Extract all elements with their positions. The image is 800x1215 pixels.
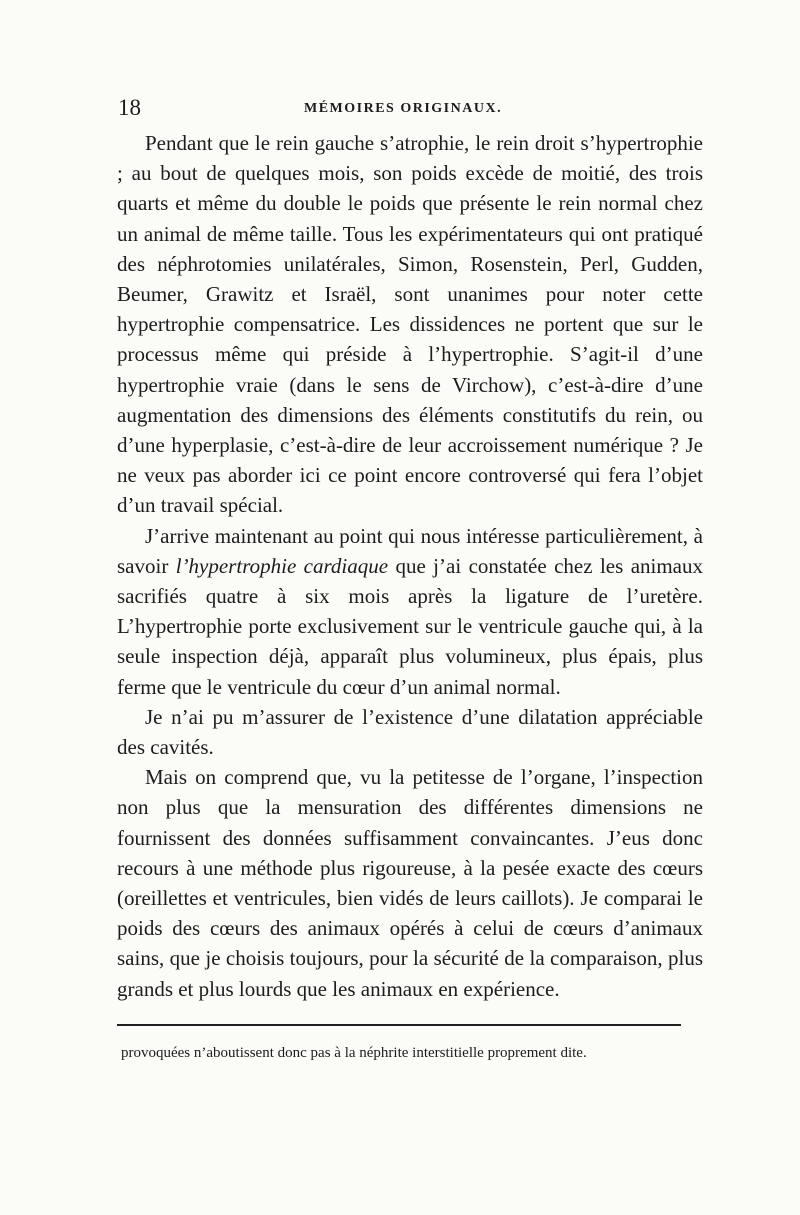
main-text bbox=[117, 128, 703, 1004]
footnote-text: provoquées n’aboutissent donc pas à la néphrite interstitielle proprement dite. bbox=[121, 1045, 587, 1061]
paragraph-cardiac-after-emphasis: que j’ai constatée chez les animaux sacrifiés quatre à six mois après la ligature de l’uretère. L’hypertrophie porte exclusivement sur le ventricule gauche qui, à la seule inspection déjà, apparaît plus volumineux, plus épais, plus ferme que le ventricule du cœur d’un animal normal. bbox=[117, 553, 704, 699]
footnote-divider bbox=[117, 1024, 681, 1026]
page-number: 18 bbox=[118, 95, 141, 120]
footnote bbox=[121, 1042, 697, 1064]
paragraph-weighing-method: Mais on comprend que, vu la petitesse de l’organe, l’inspection non plus que la mensuration des différentes dimensions ne fournissent des données suffisamment convaincantes. J’eus donc recours à une méthode plus rigoureuse, à la pesée exacte des cœurs (oreillettes et ventricules, bien vidés de leurs caillots). Je comparai le poids des cœurs des animaux opérés à celui de cœurs d’animaux sains, que je choisis toujours, pour la sécurité de la comparaison, plus grands et plus lourds que les animaux en expérience. bbox=[117, 765, 703, 1001]
paragraph-dilatation: Je n’ai pu m’assurer de l’existence d’une dilatation appréciable des cavités. bbox=[117, 704, 703, 760]
paragraph-kidney-hypertrophy: Pendant que le rein gauche s’atrophie, le rein droit s’hypertrophie ; au bout de quelques mois, son poids excède de moitié, des trois quarts et même du double le poids que présente le rein normal chez un animal de même taille. Tous les expérimentateurs qui ont pratiqué des néphrotomies unilatérales, Simon, Rosenstein, Perl, Gudden, Beumer, Grawitz et Israël, sont unanimes pour noter cette hypertrophie compensatrice. Les dissidences ne portent que sur le processus même qui préside à l’hypertrophie. S’agit-il d’une hypertrophie vraie (dans le sens de Virchow), c’est-à-dire d’une augmentation des dimensions des éléments constitutifs du rein, ou d’une hyperplasie, c’est-à-dire de leur accroissement numérique ? Je ne veux pas aborder ici ce point encore controversé qui fera l’objet d’un travail spécial. bbox=[117, 131, 703, 518]
paragraph-cardiac-hypertrophy bbox=[117, 521, 703, 702]
running-head bbox=[118, 96, 700, 120]
cardiac-hypertrophy-emphasis: l’hypertrophie cardiaque bbox=[175, 553, 389, 578]
running-head-title: MÉMOIRES ORIGINAUX. bbox=[304, 101, 503, 116]
paragraph-cardiac-before-emphasis: J’arrive maintenant au point qui nous intéresse particulièrement, à savoir bbox=[117, 523, 703, 578]
